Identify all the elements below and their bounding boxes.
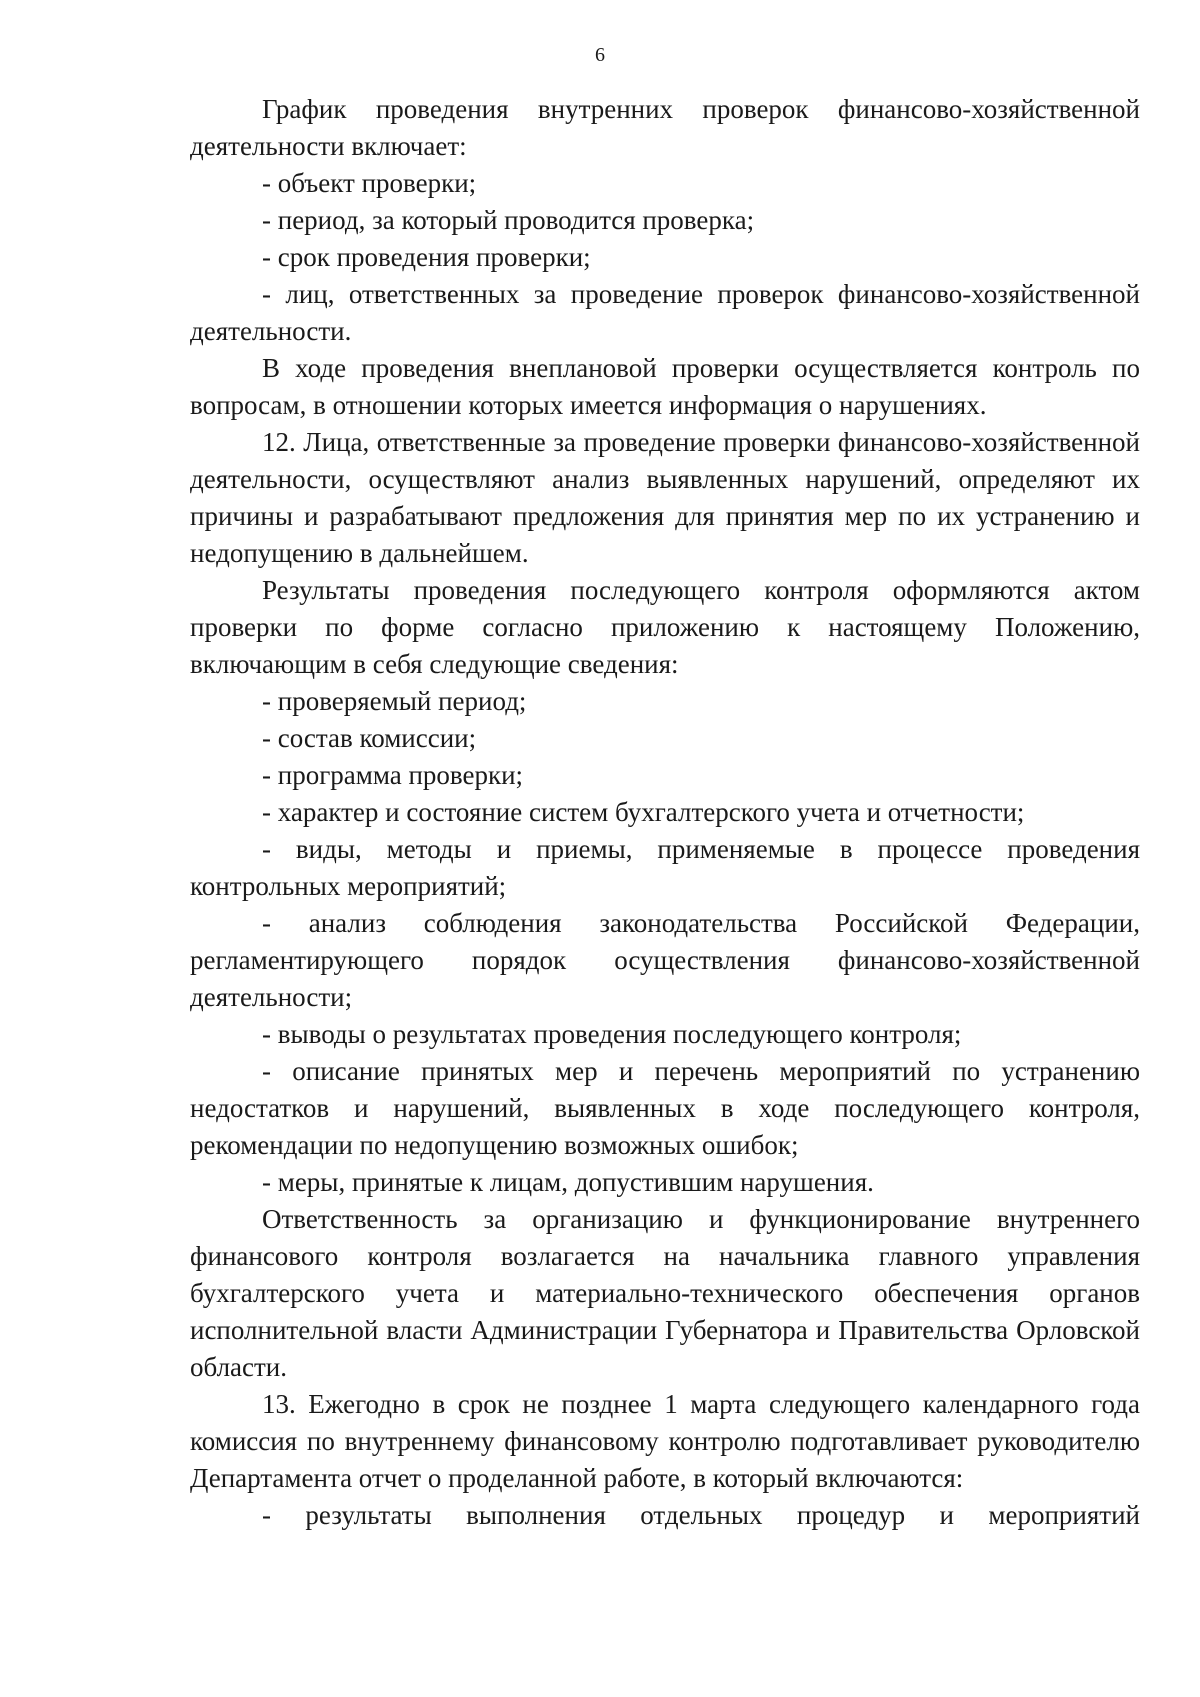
list-item-methods: - виды, методы и приемы, применяемые в процессе проведения контрольных мероприятий;: [190, 834, 1140, 901]
list-item-penalties: - меры, принятые к лицам, допустившим нарушения.: [262, 1167, 874, 1197]
paragraph-clause-13: 13. Ежегодно в срок не позднее 1 марта следующего календарного года комиссия по внутреннему финансовому контролю подготавливает руководителю Департамента отчет о проделанной работе, в который включаются:: [190, 1389, 1140, 1493]
list-item-period: - период, за который проводится проверка;: [262, 205, 755, 235]
list-item-checked-period: - проверяемый период;: [262, 686, 527, 716]
list-item-procedure-results: - результаты выполнения отдельных процедур и мероприятий: [262, 1500, 1140, 1530]
list-item-conclusions: - выводы о результатах проведения последующего контроля;: [262, 1019, 962, 1049]
list-item-measures-description: - описание принятых мер и перечень мероприятий по устранению недостатков и нарушений, выявленных в ходе последующего контроля, рекомендации по недопущению возможных ошибок;: [190, 1056, 1140, 1160]
paragraph-clause-12: 12. Лица, ответственные за проведение проверки финансово-хозяйственной деятельности, осуществляют анализ выявленных нарушений, определяют их причины и разрабатывают предложения для принятия мер по их устранению и недопущению в дальнейшем.: [190, 427, 1140, 568]
page-number: 6: [595, 44, 605, 66]
paragraph-results: Результаты проведения последующего контроля оформляются актом проверки по форме согласно приложению к настоящему Положению, включающим в себя следующие сведения:: [190, 575, 1140, 679]
list-item-responsible: - лиц, ответственных за проведение проверок финансово-хозяйственной деятельности.: [190, 279, 1140, 346]
list-item-accounting-systems: - характер и состояние систем бухгалтерского учета и отчетности;: [262, 797, 1025, 827]
list-item-term: - срок проведения проверки;: [262, 242, 591, 272]
paragraph-responsibility: Ответственность за организацию и функционирование внутреннего финансового контроля возлагается на начальника главного управления бухгалтерского учета и материально-технического обеспечения органов исполнительной власти Администрации Губернатора и Правительства Орловской области.: [190, 1204, 1140, 1382]
document-body: [190, 91, 1140, 1534]
paragraph-unplanned-check: В ходе проведения внеплановой проверки осуществляется контроль по вопросам, в отношении которых имеется информация о нарушениях.: [190, 353, 1140, 420]
list-item-legislation: - анализ соблюдения законодательства Российской Федерации, регламентирующего порядок осуществления финансово-хозяйственной деятельности;: [190, 908, 1140, 1012]
list-item-commission: - состав комиссии;: [262, 723, 477, 753]
list-item-object: - объект проверки;: [262, 168, 477, 198]
list-item-program: - программа проверки;: [262, 760, 524, 790]
paragraph-schedule-intro: График проведения внутренних проверок финансово-хозяйственной деятельности включает:: [190, 94, 1140, 161]
